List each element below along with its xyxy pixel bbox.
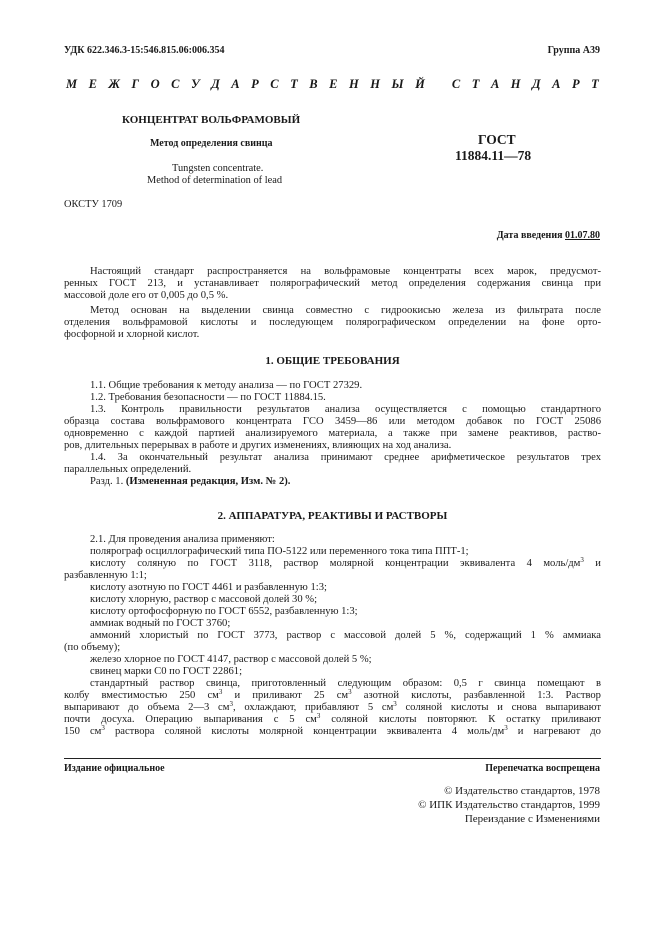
banner-letter: Ж — [108, 77, 120, 91]
banner-letter: Н — [349, 77, 359, 91]
superscript: 3 — [580, 556, 584, 564]
banner-letter: Р — [251, 77, 259, 91]
official-edition: Издание официальное — [64, 763, 165, 774]
text-line — [64, 714, 601, 726]
text-span: соляной кислоты повторяют. К остатку приливают — [320, 714, 601, 725]
copyright-1978: © Издательство стандартов, 1978 — [444, 785, 600, 797]
text-line: 2.1. Для проведения анализа применяют: — [90, 534, 275, 545]
text-line: 1.3. Контроль правильности результатов анализа осуществляется с помощью стандартного — [90, 404, 601, 415]
text-span: азотной кислоты, разбавленной 1:3. Раствор — [351, 690, 601, 701]
banner-letter: А — [231, 77, 240, 91]
text-line: массовой доле его от 0,005 до 0,5 %. — [64, 290, 229, 301]
text-span: выпаривают до объема 2—3 см — [64, 702, 230, 713]
text-line: кислоту ортофосфорную по ГОСТ 6552, разбавленную 1:3; — [90, 606, 358, 617]
banner-letter: Д — [211, 77, 220, 91]
section-2-body — [64, 534, 601, 738]
text-span: колбу вместимостью 250 см — [64, 690, 219, 701]
banner-letter: Ы — [391, 77, 404, 91]
text-line: (по объему); — [64, 642, 121, 653]
superscript: 3 — [101, 724, 105, 732]
text-line: Метод основан на выделении свинца совместно с гидроокисью железа из фильтрата после — [90, 305, 601, 316]
banner-letter: С — [270, 77, 279, 91]
text-line: параллельных определений. — [64, 464, 192, 475]
document-subtitle: Метод определения свинца — [150, 138, 273, 149]
banner-letter: А — [552, 77, 561, 91]
intro-date — [497, 230, 600, 241]
text-line: аммиак водный по ГОСТ 3760; — [90, 618, 231, 629]
copyright-1999: © ИПК Издательство стандартов, 1999 — [418, 799, 600, 811]
intro-paragraph-2 — [64, 305, 601, 341]
banner-letter: Р — [571, 77, 580, 91]
section-2-heading: 2. АППАРАТУРА, РЕАКТИВЫ И РАСТВОРЫ — [217, 510, 448, 522]
banner-letter: М — [66, 77, 78, 91]
text-span: и нагревают до — [507, 726, 601, 737]
text-span: раствора соляной кислоты молярной концентрации эквивалента 4 моль/дм — [104, 726, 505, 737]
text-span: кислоту соляную по ГОСТ 3118, раствор молярной концентрации эквивалента 4 моль/дм — [90, 558, 581, 569]
text-span: 150 см — [64, 726, 102, 737]
section-1-heading: 1. ОБЩИЕ ТРЕБОВАНИЯ — [265, 355, 400, 367]
interstate-standard-banner — [66, 77, 599, 92]
intro-date-value: 01.07.80 — [565, 230, 600, 241]
amendment-prefix: Разд. 1. — [90, 476, 126, 487]
banner-letter: Й — [415, 77, 425, 91]
amendment-note — [64, 476, 601, 488]
text-line — [64, 690, 601, 702]
intro-paragraph-1 — [64, 266, 601, 302]
udk-code: УДК 622.346.3-15:546.815.06:006.354 — [64, 45, 225, 56]
text-line: фосфорной и хлорной кислот. — [64, 329, 200, 340]
text-line: железо хлорное по ГОСТ 4147, раствор с массовой долей 5 %; — [90, 654, 372, 665]
text-line: кислоту азотную по ГОСТ 4461 и разбавленную 1:3; — [90, 582, 327, 593]
banner-letter: С — [451, 77, 461, 91]
text-line — [64, 702, 601, 714]
gost-label: ГОСТ — [478, 132, 516, 147]
banner-letter: У — [190, 77, 200, 91]
banner-letter: Е — [329, 77, 338, 91]
superscript: 3 — [218, 688, 223, 696]
text-span: соляной кислоты и снова выпаривают — [396, 702, 601, 713]
banner-letter: О — [150, 77, 160, 91]
banner-letter: Н — [370, 77, 380, 91]
text-span: , охлаждают, прибавляют 5 см — [232, 702, 394, 713]
banner-letter: Т — [591, 77, 599, 91]
banner-letter: В — [309, 77, 318, 91]
text-span: почти досуха. Операцию выпаривания с 5 см — [64, 714, 317, 725]
title-english-2: Method of determination of lead — [147, 175, 283, 186]
banner-letter: Н — [510, 77, 521, 91]
text-line — [64, 726, 601, 738]
text-line: стандартный раствор свинца, приготовленный следующим образом: 0,5 г свинца помещают в — [90, 678, 601, 689]
text-line: свинец марки С0 по ГОСТ 22861; — [90, 666, 243, 677]
text-line: полярограф осциллографический типа ПО-5122 или переменного тока типа ППТ-1; — [90, 546, 469, 557]
intro-date-label: Дата введения — [496, 230, 565, 241]
superscript: 3 — [316, 712, 321, 720]
group-code: Группа А39 — [547, 45, 600, 56]
text-line: 1.2. Требования безопасности — по ГОСТ 11884.15. — [90, 392, 326, 403]
reprint-prohibited: Перепечатка воспрещена — [485, 763, 600, 774]
text-line: ренных ГОСТ 213, и устанавливает полярографический метод определения содержания свинца при — [64, 278, 601, 289]
amendment-label: (Измененная редакция, Изм. № 2). — [125, 476, 291, 487]
superscript: 3 — [229, 700, 233, 708]
gost-number: 11884.11—78 — [455, 148, 532, 163]
banner-letter: Т — [471, 77, 480, 91]
text-line: одновременно с каждой партией анализируемого материала, а также при замене реактивов, раство- — [64, 428, 601, 439]
text-line: ров, длительных перерывах в работе и других изменениях, влияющих на ход анализа. — [64, 440, 452, 451]
text-span: и приливают 25 см — [222, 690, 349, 701]
text-line: Настоящий стандарт распространяется на вольфрамовые концентраты всех марок, предусмот- — [90, 266, 601, 277]
document-title: КОНЦЕНТРАТ ВОЛЬФРАМОВЫЙ — [122, 114, 301, 126]
banner-letter: С — [171, 77, 180, 91]
banner-letter: Д — [532, 77, 541, 91]
banner-letter: А — [490, 77, 500, 91]
banner-letter: Е — [88, 77, 97, 91]
footer-divider — [64, 758, 601, 759]
title-english-1: Tungsten concentrate. — [172, 163, 264, 174]
banner-gap — [436, 77, 440, 92]
text-line — [64, 558, 601, 570]
section-1-body — [64, 380, 601, 488]
banner-letter: Г — [131, 77, 140, 91]
superscript: 3 — [393, 700, 397, 708]
text-line: 1.4. За окончательный результат анализа принимают среднее арифметическое результатов трех — [90, 452, 601, 463]
text-line: отделения вольфрамовой кислоты и последующем полярографическом определении на фоне орто- — [64, 317, 601, 328]
banner-letter: Т — [290, 77, 298, 91]
text-span: и — [583, 558, 601, 569]
text-line: образца состава вольфрамового концентрата ГСО 3459—86 или методом добавок по ГОСТ 25086 — [64, 416, 601, 427]
reissue-note: Переиздание с Изменениями — [464, 813, 600, 825]
text-line: 1.1. Общие требования к методу анализа — по ГОСТ 27329. — [90, 380, 363, 391]
text-line: кислоту хлорную, раствор с массовой долей 30 %; — [90, 594, 318, 605]
text-line: разбавленную 1:1; — [64, 570, 147, 581]
okstu-code: ОКСТУ 1709 — [64, 199, 123, 210]
superscript: 3 — [348, 688, 352, 696]
superscript: 3 — [504, 724, 508, 732]
text-line: аммоний хлористый по ГОСТ 3773, раствор с массовой долей 5 %, содержащий 1 % аммиака — [90, 630, 601, 641]
